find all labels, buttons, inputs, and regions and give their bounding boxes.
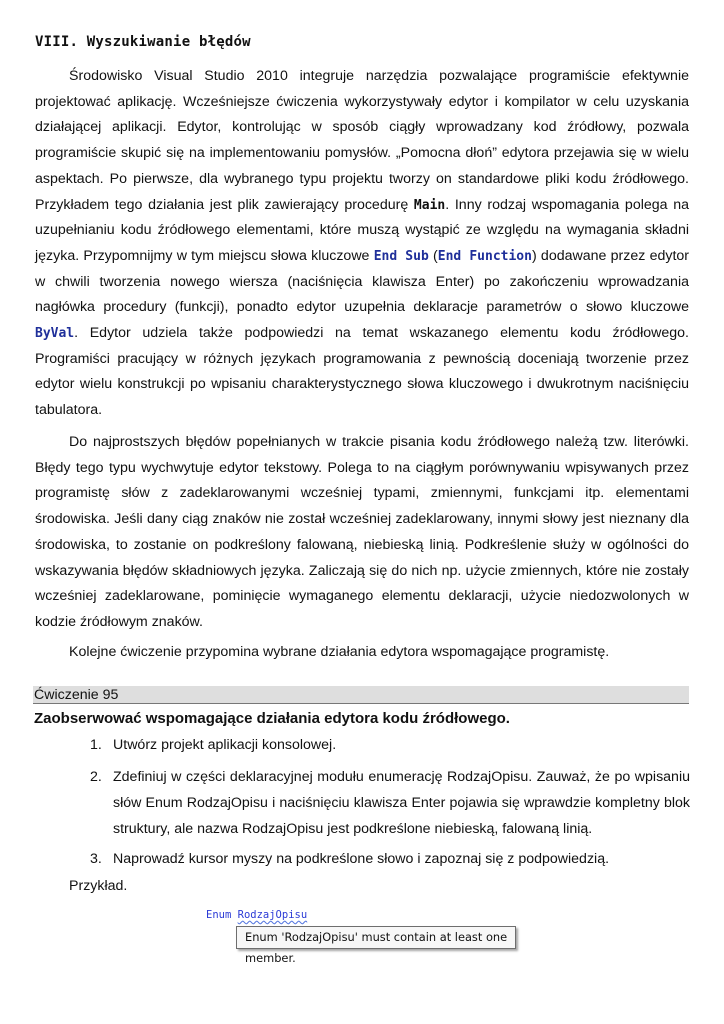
- step-number: 3.: [90, 851, 102, 867]
- paragraph-1-text-c: (: [428, 247, 438, 264]
- step-text: Naprowadź kursor myszy na podkreślone słowo i zapoznaj się z podpowiedzią.: [113, 851, 610, 867]
- keyword-byval: ByVal: [35, 326, 75, 342]
- exercise-title: Zaobserwować wspomagające działania edytora kodu źródłowego.: [34, 710, 510, 727]
- list-item: [90, 732, 690, 758]
- paragraph-2: [35, 430, 689, 636]
- paragraph-2-text: Do najprostszych błędów popełnianych w trakcie pisania kodu źródłowego należą tzw. literówki. Błędy tego typu wychwytuje edytor tekstowy. Polega to na ciągłym porównywaniu wpisywanych przez programistę słów z zadeklarowanymi wcześniej typami, zmiennymi, funkcjami itp. elementami środowiska. Jeśli dany ciąg znaków nie został wcześniej zadeklarowany, innymi słowy jest nieznany dla środowiska, to zostanie on podkreślony falowaną, niebieską linią. Podkreślenie służy w ogólności do wskazywania błędów składniowych języka. Zaliczają się do nich np. użycie zmiennych, które nie zostały wcześniej zadeklarowane, pominięcie wymaganego elementu deklaracji, użycie niedozwolonych w kodzie źródłowym znaków.: [35, 434, 689, 630]
- example-label: Przykład.: [69, 878, 128, 894]
- section-heading: VIII. Wyszukiwanie błędów: [35, 34, 251, 50]
- list-item: [90, 846, 690, 872]
- code-keyword-enum: Enum: [206, 909, 232, 921]
- keyword-end-sub: End Sub: [373, 248, 429, 264]
- step-number: 2.: [90, 769, 102, 785]
- paragraph-1: [35, 64, 689, 424]
- paragraph-3-text: Kolejne ćwiczenie przypomina wybrane działania edytora wspomagające programistę.: [69, 644, 610, 660]
- step-text: Zdefiniuj w części deklaracyjnej modułu enumerację RodzajOpisu. Zauważ, że po wpisaniu słów Enum RodzajOpisu i naciśnięciu klawisza Enter pojawia się wprawdzie kompletny blok struktury, ale nazwa RodzajOpisu jest podkreślone niebieską, falowaną linią.: [113, 769, 690, 837]
- code-snippet: [206, 909, 307, 921]
- exercise-label-bar: Ćwiczenie 95: [33, 686, 689, 704]
- paragraph-1-text-d: ) dodawane przez edytor w chwili tworzenia nowego wiersza (naciśnięcia klawisza Enter) po zakończeniu wprowadzania nagłówka procedury (funkcji), ponadto edytor uzupełnia deklaracje parametrów o słowo kluczowe: [35, 247, 689, 316]
- keyword-end-function: End Function: [437, 248, 532, 264]
- paragraph-1-text-a: Środowisko Visual Studio 2010 integruje narzędzia pozwalające programiście efektywnie projektować aplikację. Wcześniejsze ćwiczenia wykorzystywały edytor i kompilator w celu uzyskania działającej aplikacji. Edytor, kontrolując w sposób ciągły wprowadzany kod źródłowy, pozwala programiście skupić się na implementowaniu pomysłów. „Pomocna dłoń” edytora przejawia się w wielu aspektach. Po pierwsze, dla wybranego typu projektu tworzy on standardowe pliki kodu źródłowego. Przykładem tego działania jest plik zawierający procedurę: [35, 68, 689, 213]
- list-item: [90, 764, 690, 842]
- keyword-main: Main: [413, 197, 446, 213]
- step-number: 1.: [90, 737, 102, 753]
- paragraph-3: [35, 640, 689, 666]
- paragraph-1-text-b: . Inny rodzaj wspomagania polega na uzupełnianiu kodu źródłowego elementami, które muszą wystąpić ze względu na wymagania składni języka. Przypomnijmy w tym miejscu słowa kluczowe: [35, 196, 690, 264]
- paragraph-1-text-e: . Edytor udziela także podpowiedzi na temat wskazanego elementu kodu źródłowego. Programiści pracujący w różnych językach programowania z pewnością doceniają tworzenie przez edytor wielu konstrukcji po wpisaniu charakterystycznego słowa kluczowego i dwukrotnym naciśnięciu tabulatora.: [35, 325, 689, 419]
- error-tooltip: Enum 'RodzajOpisu' must contain at least one member.: [236, 926, 516, 949]
- step-text: Utwórz projekt aplikacji konsolowej.: [113, 737, 337, 753]
- code-identifier-underlined[interactable]: RodzajOpisu: [237, 909, 308, 921]
